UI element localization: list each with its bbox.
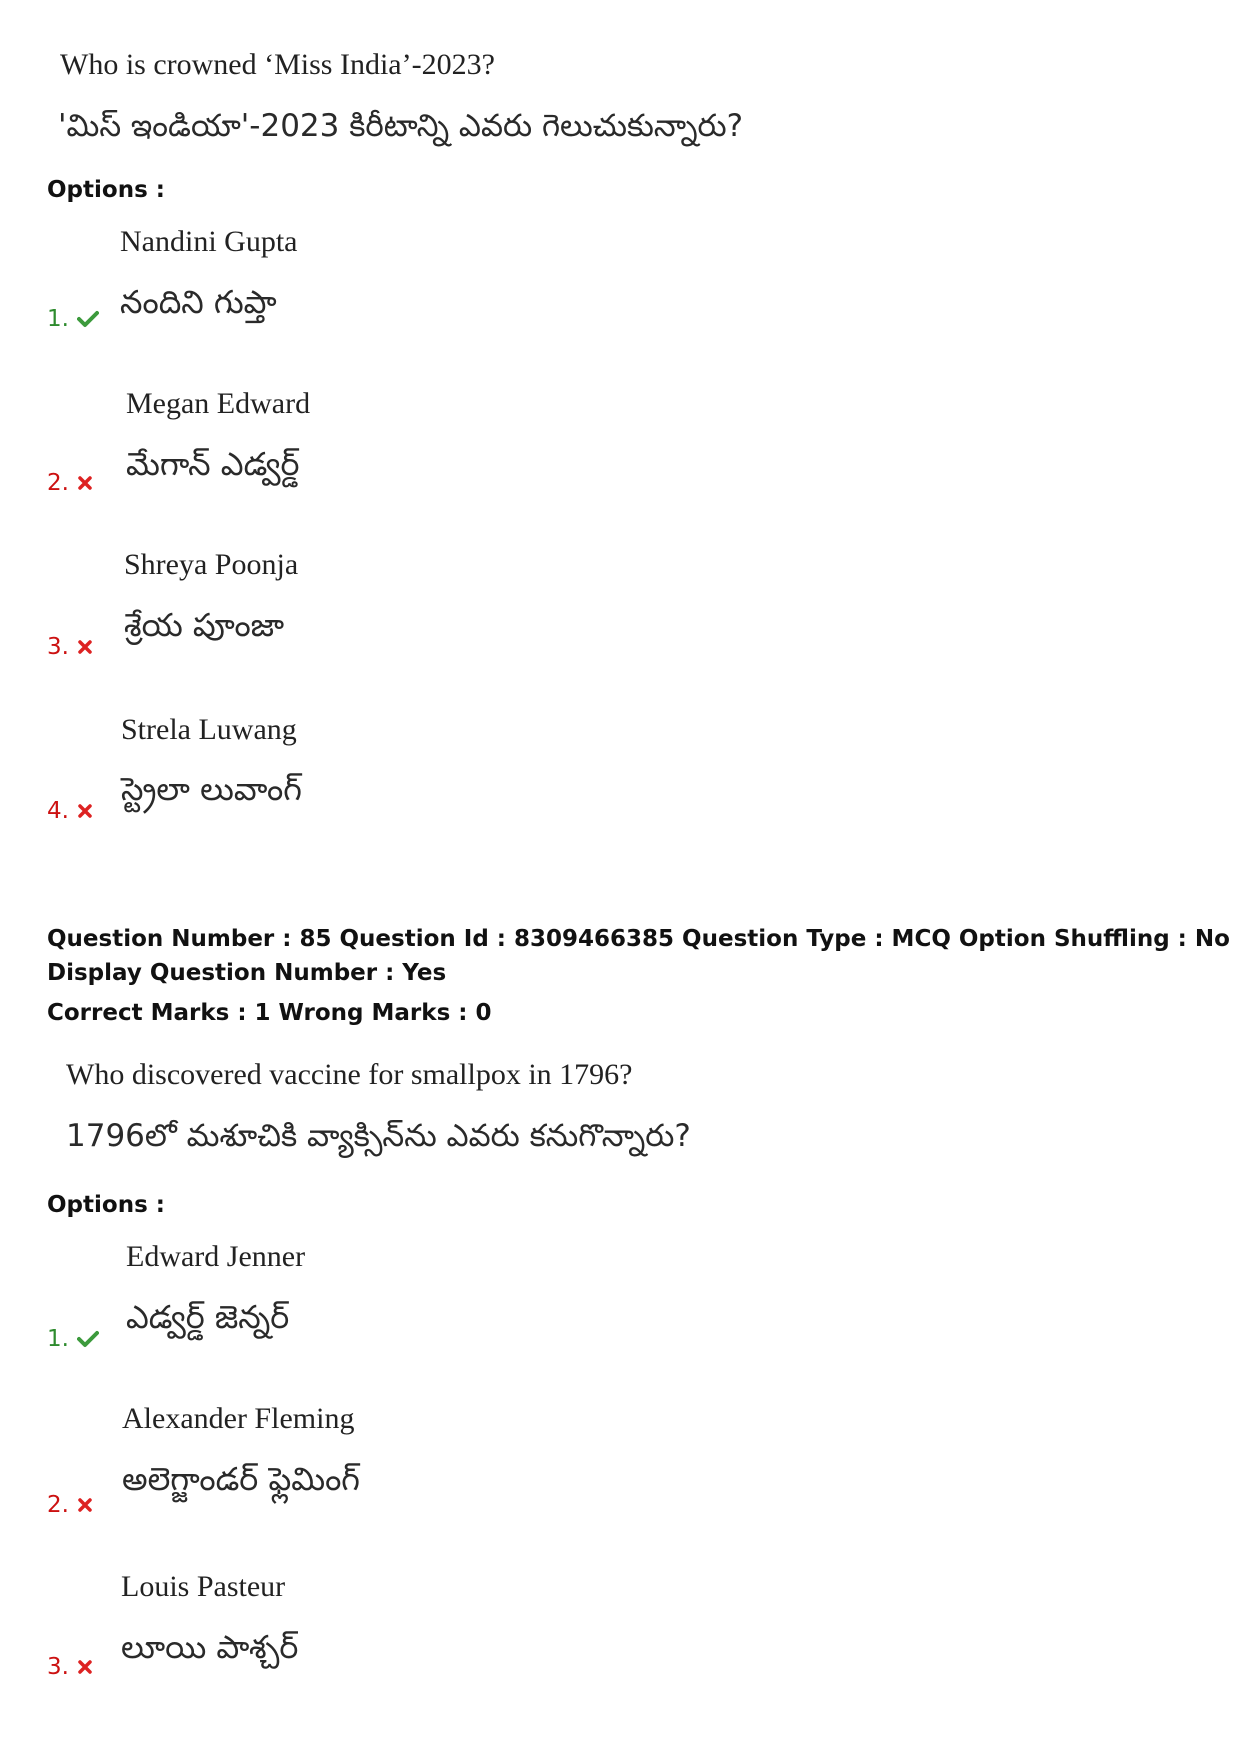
cross-mark-icon bbox=[77, 803, 93, 819]
cross-mark-icon bbox=[77, 639, 93, 655]
check-mark-icon bbox=[77, 310, 99, 328]
question-meta-line: Question Number : 85 Question Id : 8309466385 Question Type : MCQ Option Shuffling : No bbox=[47, 926, 1230, 952]
option-text-en: Alexander Fleming bbox=[122, 1402, 355, 1435]
option-text-en: Shreya Poonja bbox=[124, 548, 299, 581]
question-meta-line: Display Question Number : Yes bbox=[47, 960, 447, 986]
options-label: Options : bbox=[47, 1192, 165, 1218]
question-marks-line: Correct Marks : 1 Wrong Marks : 0 bbox=[47, 1000, 492, 1026]
question-text-en: Who discovered vaccine for smallpox in 1796? bbox=[66, 1058, 633, 1091]
option-text-en: Nandini Gupta bbox=[120, 225, 298, 258]
option-text-te: అలెగ్జాండర్ ఫ్లెమింగ్ bbox=[122, 1460, 360, 1498]
option-text-en: Strela Luwang bbox=[121, 713, 297, 746]
option-text-te: లూయి పాశ్చర్ bbox=[121, 1628, 299, 1666]
option-text-en: Megan Edward bbox=[126, 387, 311, 420]
option-number-correct bbox=[47, 306, 99, 332]
option-text-en: Louis Pasteur bbox=[121, 1570, 286, 1603]
option-number-wrong bbox=[47, 798, 93, 824]
cross-mark-icon bbox=[77, 1659, 93, 1675]
question-text-te: 1796లో మశూచికి వ్యాక్సిన్‌ను ఎవరు కనుగొన్నారు? bbox=[66, 1118, 691, 1154]
option-text-te: శ్రేయ పూంజా bbox=[124, 606, 285, 644]
option-text-te: ఎడ్వర్డ్ జెన్నర్ bbox=[126, 1298, 290, 1336]
cross-mark-icon bbox=[77, 1497, 93, 1513]
option-text-te: స్ట్రెలా లువాంగ్ bbox=[121, 770, 302, 808]
option-number: 2. bbox=[47, 1492, 69, 1518]
option-text-en: Edward Jenner bbox=[126, 1240, 306, 1273]
cross-mark-icon bbox=[77, 475, 93, 491]
option-number-correct bbox=[47, 1326, 99, 1352]
option-number: 1. bbox=[47, 306, 69, 332]
option-text-te: నందిని గుప్తా bbox=[120, 283, 277, 321]
option-number: 1. bbox=[47, 1326, 69, 1352]
option-text-te: మేగాన్ ఎడ్వర్డ్ bbox=[126, 445, 300, 483]
option-number: 2. bbox=[47, 470, 69, 496]
option-number: 4. bbox=[47, 798, 69, 824]
option-number-wrong bbox=[47, 1492, 93, 1518]
option-number-wrong bbox=[47, 1654, 93, 1680]
option-number-wrong bbox=[47, 470, 93, 496]
options-label: Options : bbox=[47, 177, 165, 203]
option-number: 3. bbox=[47, 1654, 69, 1680]
option-number-wrong bbox=[47, 634, 93, 660]
option-number: 3. bbox=[47, 634, 69, 660]
question-text-en: Who is crowned ‘Miss India’-2023? bbox=[60, 48, 495, 81]
question-text-te: 'మిస్ ఇండియా'-2023 కిరీటాన్ని ఎవరు గెలుచుకున్నారు? bbox=[58, 108, 744, 144]
check-mark-icon bbox=[77, 1330, 99, 1348]
